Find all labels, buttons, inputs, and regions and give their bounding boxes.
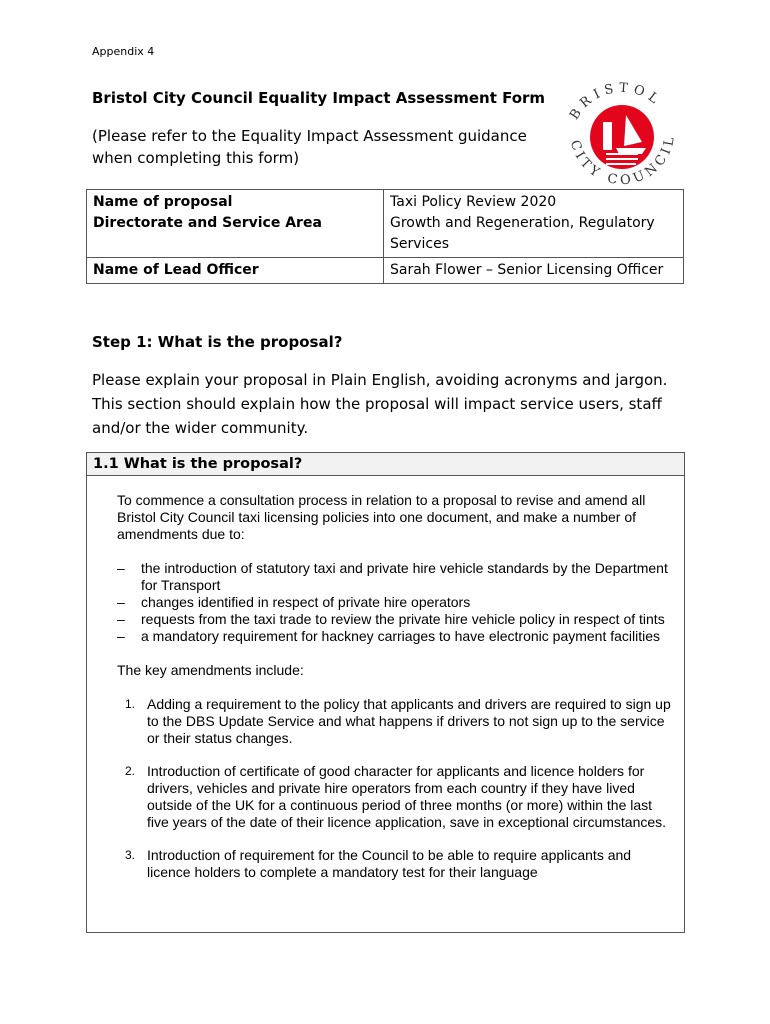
directorate-label: Directorate and Service Area — [93, 215, 322, 231]
proposal-details-table — [86, 189, 684, 284]
proposal-name-label: Name of proposal — [93, 194, 233, 210]
section-body — [87, 476, 684, 881]
list-item: – the introduction of statutory taxi and private hire vehicle standards by the Department for Transport — [117, 560, 668, 593]
reasons-list — [117, 560, 674, 645]
directorate-value: Growth and Regeneration, Regulatory Services — [390, 215, 655, 252]
step1-instructions: Please explain your proposal in Plain English, avoiding acronyms and jargon. This section should explain how the proposal will impact service users, staff and/or the wider community. — [92, 371, 668, 437]
lead-officer-value: Sarah Flower – Senior Licensing Officer — [384, 258, 684, 284]
appendix-label: Appendix 4 — [92, 45, 155, 58]
guidance-note: (Please refer to the Equality Impact Assessment guidance when completing this form) — [92, 127, 527, 167]
intro-paragraph: To commence a consultation process in relation to a proposal to revise and amend all Bristol City Council taxi licensing policies into one document, and make a number of amendments due to: — [117, 492, 646, 542]
section-heading: 1.1 What is the proposal? — [87, 453, 684, 476]
proposal-name-value: Taxi Policy Review 2020 — [390, 194, 557, 210]
lead-officer-label: Name of Lead Officer — [87, 258, 384, 284]
list-item: 1. Adding a requirement to the policy that applicants and drivers are required to sign up to the DBS Update Service and what happens if drivers to not sign up to the service or their status changes. — [125, 696, 671, 746]
svg-text:BRISTOL: BRISTOL — [567, 82, 665, 123]
key-amendments-intro: The key amendments include: — [117, 662, 304, 678]
step1-heading: Step 1: What is the proposal? — [92, 333, 343, 351]
table-row — [87, 258, 684, 284]
list-item: 2. Introduction of certificate of good character for applicants and licence holders for drivers, vehicles and private hire operators from each country if they have lived outside of the UK for a continuous period of three months (or more) within the last five years of the date of their licence application, save in exceptional circumstances. — [125, 763, 667, 830]
svg-text:CITY COUNCIL: CITY COUNCIL — [566, 132, 679, 188]
list-item: – requests from the taxi trade to review the private hire vehicle policy in respect of tints — [117, 611, 665, 627]
table-row — [87, 190, 684, 258]
page-title: Bristol City Council Equality Impact Assessment Form — [92, 89, 546, 107]
proposal-section — [86, 452, 685, 933]
amendments-list — [117, 696, 674, 881]
bristol-city-council-logo — [556, 82, 688, 188]
list-item: – changes identified in respect of private hire operators — [117, 594, 471, 610]
list-item: – a mandatory requirement for hackney carriages to have electronic payment facilities — [117, 628, 661, 644]
list-item: 3. Introduction of requirement for the Council to be able to require applicants and licence holders to complete a mandatory test for their language — [125, 847, 632, 880]
